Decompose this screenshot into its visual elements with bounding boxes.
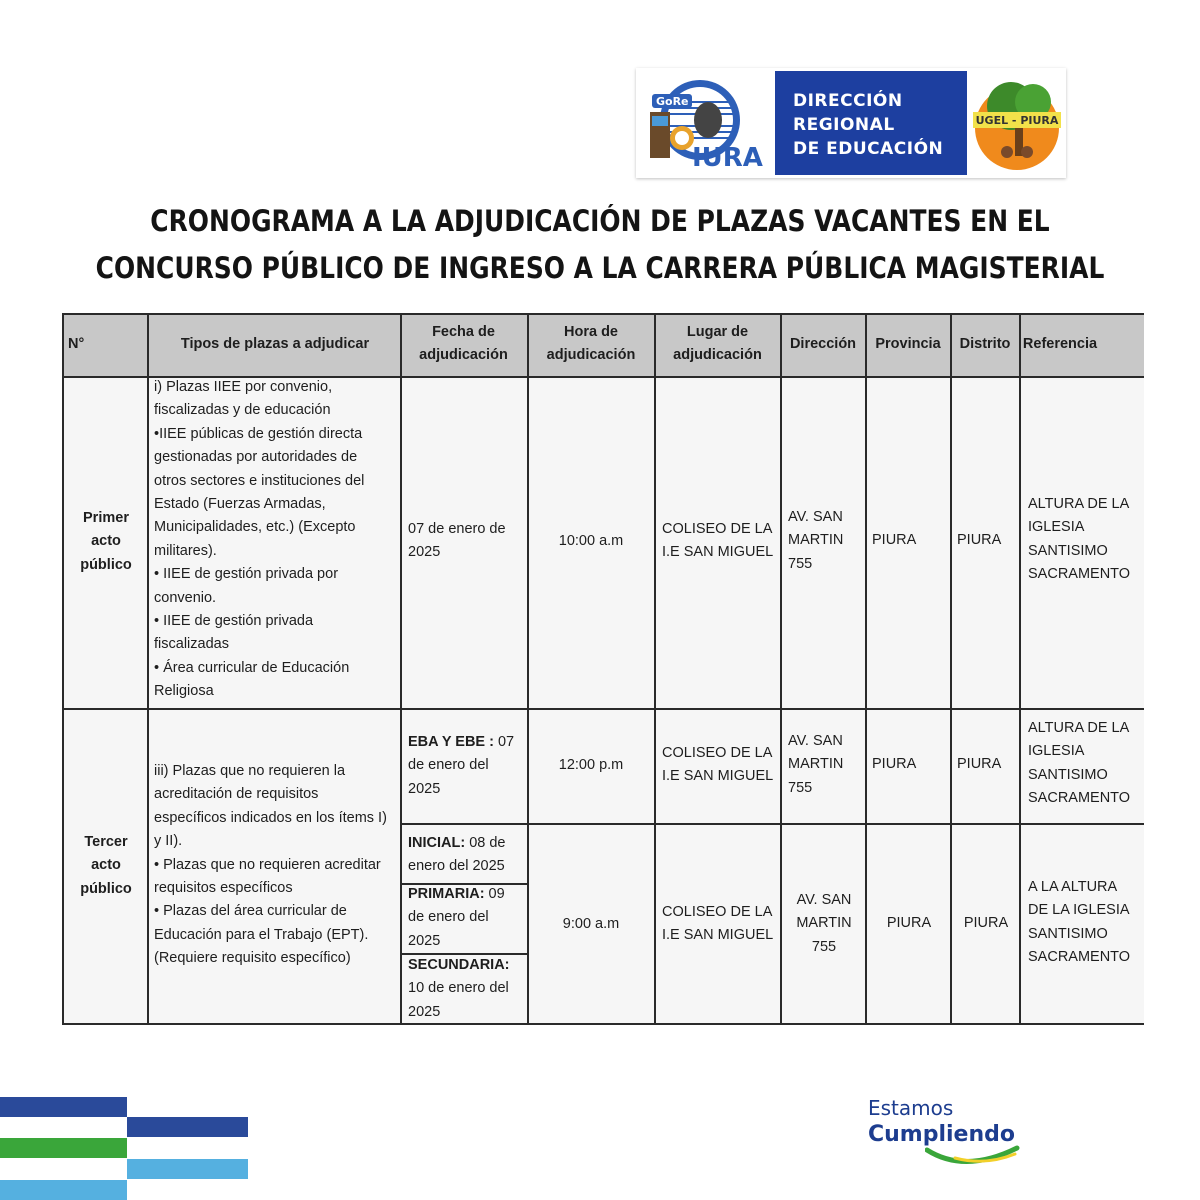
stripe-light-blue [0,1180,127,1200]
basic-lugar: COLISEO DE LA I.E SAN MIGUEL [662,904,774,944]
primer-hora: 10:00 a.m [558,533,624,549]
ugel-text: UGEL - PIURA [975,114,1059,127]
inicial-fecha: INICIAL: 08 de enero del 2025 [408,835,506,875]
gore-piura-logo [642,76,770,172]
eba-ebe-provincia: PIURA [872,756,917,772]
grid-line [62,313,1144,315]
eba-ebe-direccion: AV. SAN MARTIN 755 [788,733,844,796]
eba-ebe-fecha: EBA Y EBE : 07 de enero del 2025 [408,734,515,797]
stripe-green [0,1138,127,1158]
primer-fecha: 07 de enero de 2025 [408,521,506,561]
basic-distrito: PIURA [963,915,1009,931]
primer-distrito: PIURA [957,532,1002,548]
stripe-light-blue [127,1159,248,1179]
secundaria-fecha: SECUNDARIA: 10 de enero del 2025 [408,954,526,1024]
header-referencia: Referencia [1022,336,1098,352]
schedule-table [62,313,1144,1025]
ugel-piura-logo [971,72,1063,174]
basic-hora: 9:00 a.m [562,916,620,932]
eba-ebe-lugar: COLISEO DE LA I.E SAN MIGUEL [662,745,774,785]
header-direccion: Dirección [789,336,857,352]
tercer-acto-label: Tercer acto público [80,834,132,897]
primaria-fecha: PRIMARIA: 09 de enero del 2025 [408,886,505,949]
primer-referencia: ALTURA DE LA IGLESIA SANTISIMO SACRAMENTO [1028,496,1131,583]
piura-text: IURA [692,143,763,172]
title-line-2: CONCURSO PÚBLICO DE INGRESO A LA CARRERA PÚBLICA MAGISTERIAL [95,251,1105,285]
basic-direccion: AV. SAN MARTIN 755 [796,892,852,955]
inicial-label: INICIAL: [408,835,466,851]
slogan-swoosh-icon [925,1144,1020,1172]
header-logos [636,68,1066,178]
dre-line-3: DE EDUCACIÓN [793,139,944,159]
tercer-tipos: iii) Plazas que no requieren la acreditación de requisitos específicos indicados en los ítems I) y II). • Plazas que no requieren acreditar requisitos específicos • Plazas del área curricular de Educación para el Trabajo (EPT). (Requiere requisito específico) [154,763,387,967]
primer-tipos: i) Plazas IIEE por convenio, fiscalizadas y de educación •IIEE públicas de gestión directa gestionadas por autoridades de otros sectores e instituciones del Estado (Fuerzas Armadas, Municipalidades, etc.) (Excepto militares). • IIEE de gestión privada por convenio. • IIEE de gestión privada fiscalizadas • Área curricular de Educación Religiosa [154,379,365,700]
title-line-1: CRONOGRAMA A LA ADJUDICACIÓN DE PLAZAS VACANTES EN EL [150,204,1050,238]
header-provincia: Provincia [875,336,941,352]
eba-ebe-referencia: ALTURA DE LA IGLESIA SANTISIMO SACRAMENTO [1028,720,1131,807]
grid-line [400,313,402,1025]
grid-line [654,313,656,1025]
header-hora: Hora de adjudicación [546,324,636,363]
grid-line [62,708,1144,710]
header-fecha: Fecha de adjudicación [419,324,508,363]
grid-line [147,313,149,1025]
stripe-dark-blue [0,1097,127,1117]
gore-text: GoRe [656,95,689,108]
eba-ebe-distrito: PIURA [957,756,1002,772]
primer-provincia: PIURA [872,532,917,548]
primer-direccion: AV. SAN MARTIN 755 [788,509,844,572]
header-distrito: Distrito [959,336,1011,352]
secundaria-label: SECUNDARIA: [408,957,510,973]
slogan-cumpliendo: Cumpliendo [868,1122,1016,1147]
primer-lugar: COLISEO DE LA I.E SAN MIGUEL [662,521,774,561]
stripe-dark-blue [127,1117,248,1137]
header-lugar: Lugar de adjudicación [673,324,762,363]
dre-line-2: REGIONAL [793,115,895,135]
slogan-estamos: Estamos [868,1096,954,1120]
dre-logo [775,71,967,175]
header-tipos: Tipos de plazas a adjudicar [180,336,370,352]
basic-provincia: PIURA [886,915,932,931]
eba-ebe-label: EBA Y EBE : [408,734,494,750]
page-title [84,198,1116,292]
header-n: N° [68,336,85,352]
basic-referencia: A LA ALTURA DE LA IGLESIA SANTISIMO SACRAMENTO [1028,879,1131,966]
grid-line [401,823,1144,825]
dre-line-1: DIRECCIÓN [793,91,903,111]
primer-acto-label: Primer acto público [80,510,132,573]
grid-line [62,1023,1144,1025]
grid-line [62,313,64,1025]
primaria-label: PRIMARIA: [408,886,485,902]
eba-ebe-hora: 12:00 p.m [558,757,624,773]
